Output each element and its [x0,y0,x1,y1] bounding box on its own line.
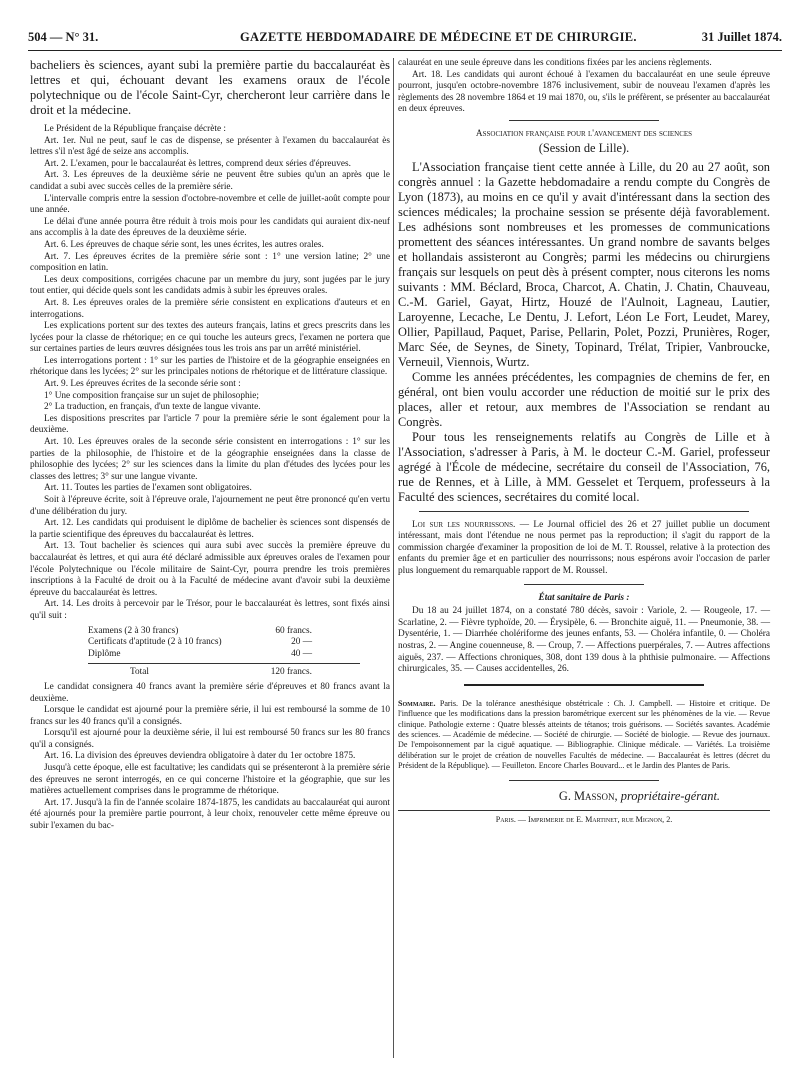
article-paragraph: Les dispositions prescrites par l'article 7 pour la première série le sont également pour la deuxième. [30,413,390,436]
health-statistics: Du 18 au 24 juillet 1874, on a constaté 780 décès, savoir : Variole, 2. — Rougeole, 17. — Scarlatine, 2. — Fièvre typhoïde, 20. — Érysipèle, 6. — Bronchite aiguë, 11. — Pneumonie, 38. — Dysentérie, 1. — Diarrhée cholériforme des jeunes enfants, 53. — Choléra infantile, 0. — Choléra nostras, 2. — Angine couenneuse, 8. — Croup, 7. — Affections puerpérales, 7. — Autres affections aiguës, 237. — Affections chroniques, 308, dont 139 dous à la phthisie pulmonaire. — Affections chirurgicales, 35. — Causes accidentelles, 26. [398,606,770,675]
association-title: Association française pour l'avancement des sciences [475,128,693,139]
association-paragraph: Comme les années précédentes, les compagnies de chemins de fer, en général, ont bien voulu accorder une réduction de moitié sur le prix des places, aller et retour, aux membres de l'Association se rendant au Congrès. [398,369,770,429]
summary-text: Paris. De la tolérance anesthésique obstétricale : Ch. J. Campbell. — Histoire et critique. De l'influence que les modifications dans la pression barométrique exercent sur les phénomènes de la vie. — Revue clinique. Pathologie externe : Quatre blessés atteints de tétanos; trois guérisons. — Sociétés savantes. Académie des sciences. — Académie de médecine. — Société de chirurgie. — Société de biologie. — Revue des journaux. De l'empoisonnement par la ciguë aquatique. — Bibliographie. Clinique médicale. — Variétés. La troisième délibération sur le projet de création de nouvelles Facultés de médecine. — Baccalauréat ès lettres (décret du Président de la République). — Feuilleton. Encore Charles Bouvard... et le Jardin des Plantes de Paris. [398,698,770,771]
article-paragraph: Le candidat consignera 40 francs avant la première série d'épreuves et 80 francs avant la deuxième. [30,681,390,704]
section-rule [419,511,749,512]
page-header [28,28,782,48]
article-paragraph: Art. 16. La division des épreuves deviendra obligatoire à dater du 1er octobre 1875. [44,751,356,762]
article-paragraph: Jusqu'à cette époque, elle est facultative; les candidats qui se présenteront à la première série des épreuves ne seront interrogés, en ce qui concerne l'histoire et la géographie, que sur les matières actuellement comprises dans le programme de rhétorique. [30,763,390,797]
signature-role: propriétaire-gérant. [620,788,720,803]
article-paragraph: Art. 7. Les épreuves écrites de la première série sont : 1° une version latine; 2° une composition en latin. [30,251,390,274]
article-paragraph: Le Président de la République française décrète : [44,124,226,134]
fee-row: Certificats d'aptitude (2 à 10 francs) 20 — [88,637,312,648]
intro-paragraph: bacheliers ès sciences, ayant subi la première partie du baccalauréat ès lettres et qui, échouant devant les examens oraux de l'école polytechnique ou de l'école Saint-Cyr, chercheront leur carrière dans le droit et la médecine. [30,58,390,117]
article-paragraph: Art. 2. L'examen, pour le baccalauréat ès lettres, comprend deux séries d'épreuves. [44,158,351,169]
decree-articles-continued [30,682,390,833]
fee-table [30,626,390,679]
article-paragraph: L'intervalle compris entre la session d'octobre-novembre et celle de juillet-août compte pour une année. [30,193,390,216]
law-lead: Loi sur les nourrissons. [412,519,516,530]
article-paragraph: Art. 3. Les épreuves de la deuxième série ne peuvent être subies qu'un an après que le candidat a subi avec succès celles de la première série. [30,170,390,192]
header-rule [28,50,782,51]
fee-row: Examens (2 à 30 francs) 60 francs. [88,625,312,636]
article-paragraph: Lorsqu'il est ajourné pour la deuxième série, il lui est remboursé 50 francs sur les 80 francs qu'il a consignés. [30,728,390,750]
association-paragraph: Pour tous les renseignements relatifs au Congrès de Lille et à l'Association, s'adresser à Paris, à M. le docteur C.-M. Gariel, professeur agrégé à l'École de médecine, secrétaire du conseil de l'Association, 76, rue de Rennes, et à Lille, à MM. Gesselet et Terquem, professeurs à la Faculté des sciences, secrétaires du comité local. [398,429,770,504]
article-paragraph: Art. 13. Tout bachelier ès sciences qui aura subi avec succès la première épreuve du baccalauréat ès lettres, et qui aura été déclaré admissible aux épreuves orales de l'examen pour l'école Polytechnique ou l'école militaire de Saint-Cyr, pourra prendre les trois premières inscriptions à la Faculté de droit ou à la Faculté de médecine avant d'avoir subi la deuxième épreuve du baccalauréat ès lettres. [30,541,390,598]
article-paragraph: Soit à l'épreuve écrite, soit à l'épreuve orale, l'ajournement ne peut être prononcé qu'en vertu d'une délibération du jury. [30,495,390,517]
article-paragraph: Art. 1er. Nul ne peut, sauf le cas de dispense, se présenter à l'examen du baccalauréat ès lettres s'il n'est âgé de seize ans accomplis. [30,135,390,158]
left-column [30,58,390,833]
decree-articles [30,124,390,623]
health-title: État sanitaire de Paris : [538,592,630,603]
article-paragraph: Art. 14. Les droits à percevoir par le Trésor, pour le baccalauréat ès lettres, sont fixés ainsi qu'il suit : [30,599,390,621]
double-rule [464,684,704,689]
article-paragraph: Lorsque le candidat est ajourné pour la première série, il lui est remboursé la somme de 10 francs sur les 40 francs qu'il a consignés. [30,705,390,727]
fee-row: Diplôme 40 — [88,648,312,659]
signature-name: G. Masson, [558,788,618,803]
column-divider [393,58,394,1058]
association-paragraph: L'Association française tient cette année à Lille, du 20 au 27 août, son congrès annuel : la Gazette hebdomadaire a rendu compte du Congrès de Lyon (1873), au moins en ce qu'il y avait d'intéressant dans la section des sciences médicales; la prochaine session se présente déjà favorablement. Les adhésions sont nombreuses et les promesses de communications promettent des séances intéressantes. Un grand nombre de savants belges et hollandais assisteront au Congrès; parmi les médecins ou chirurgiens français sur lesquels on peut dès à présent compter, nous citerons les noms suivants : MM. Béclard, Broca, Charcot, A. Chatin, J. Chatin, Chauveau, C.-M. Gariel, Gayat, Hirtz, Houzé de l'Aulnoit, Lagneau, Lautier, Laroyenne, Lecache, Le Dentu, J. Lefort, Léon Le Fort, Leudet, Marey, Ollier, Papillaud, Paquet, Parise, Pellarin, Polet, Pozzi, Prunières, Roger, Marc Sée, de Seynes, de Sinety, Topinard, Trélat, Tripier, Vanbroucke, Verneuil, Viennois, Wurtz. [398,159,770,369]
section-rule [524,584,644,585]
article-paragraph: 1° Une composition française sur un sujet de philosophie; [44,390,259,401]
fee-total-rule [88,663,360,664]
printer-imprint: Paris. — Imprimerie de E. Martinet, rue Mignon, 2. [495,814,673,824]
article-paragraph: Art. 17. Jusqu'à la fin de l'année scolaire 1874-1875, les candidats au baccalauréat qui auront été ajournés pour la première partie pourront, à leur choix, renouveler cette même épreuve ou subir l'examen du bac- [30,797,390,832]
article-paragraph: Les interrogations portent : 1° sur les parties de l'histoire et de la géographie enseignées en rhétorique dans les lycées; 2° sur les principales notions de rhétorique et de littérature classique. [30,355,390,378]
association-article [398,160,770,505]
article-paragraph: Art. 11. Toutes les parties de l'examen sont obligatoires. [44,483,252,494]
law-nurslings-paragraph [398,520,770,578]
article-paragraph: Le délai d'une année pourra être réduit à trois mois pour les candidats qui auraient dix-neuf ans accomplis à la date des épreuves de la deuxième série. [30,216,390,239]
signature [398,789,770,804]
article-paragraph: Les explications portent sur des textes des auteurs français, latins et grecs prescrits dans les lycées pour la classe de rhétorique; en ce qui touche les auteurs grecs, l'examen ne portera que sur certaines parties de leurs œuvres désignées tous les trois ans par un arrêté ministériel. [30,321,390,355]
article-paragraph: Art. 6. Les épreuves de chaque série sont, les unes écrites, les autres orales. [44,239,324,250]
page-number: 504 — N° 31. [28,30,99,44]
summary-lead: Sommaire. [398,698,436,708]
journal-title: GAZETTE HEBDOMADAIRE DE MÉDECINE ET DE CHIRURGIE. [240,30,637,44]
article-paragraph: 2° La traduction, en français, d'un texte de langue vivante. [44,402,261,413]
decree-end [398,58,770,116]
association-subtitle: (Session de Lille). [538,140,630,155]
article-18: Art. 18. Les candidats qui auront échoué à l'examen du baccalauréat en une seule épreuve pourront, jusqu'en octobre-novembre 1876 inclusivement, subir de nouveau l'examen d'après les règlements des 28 novembre 1864 et 19 mai 1870, ou, s'ils le préfèrent, se présenter au baccalauréat en deux épreuves. [398,69,770,115]
right-column [398,58,770,825]
article-paragraph: Les deux compositions, corrigées chacune par un membre du jury, sont jugées par le jury tout entier, qui décide quels sont les candidats admis à subir les épreuves orales. [30,274,390,297]
section-rule [509,780,659,781]
article-paragraph: Art. 8. Les épreuves orales de la première série consistent en explications d'auteurs et en interrogations. [30,297,390,320]
law-text: — Le Journal officiel des 26 et 27 juillet publie un document intéressant, mais dont l'étendue ne nous permet pas la reproduction; il s'agit du rapport de la commission chargée d'examiner la proposition de loi de M. T. Roussel, relative à la protection des enfants du premier âge et en particulier des nourrissons; nous espérons avoir l'occasion de parler plus longuement du remarquable rapport de M. Roussel. [398,519,770,576]
article-paragraph: Art. 12. Les candidats qui produisent le diplôme de bachelier ès sciences sont dispensés de la partie scientifique des épreuves du baccalauréat ès lettres. [30,518,390,540]
table-of-contents [398,699,770,772]
article-paragraph: Art. 9. Les épreuves écrites de la seconde série sont : [44,379,241,390]
continuation-paragraph: calauréat en une seule épreuve dans les conditions fixées par les anciens règlements. [398,58,712,68]
imprint-rule [398,810,770,811]
issue-number: — N° 31. [49,30,99,44]
fee-total-row: Total 120 francs. [130,667,312,678]
issue-date: 31 Juillet 1874. [701,30,782,44]
section-rule [509,120,659,121]
article-paragraph: Art. 10. Les épreuves orales de la seconde série consistent en interrogations : 1° sur les parties de la philosophie, de l'histoire et de la géographie enseignées dans la classe de philosophie des lycées; 2° sur les sciences dans la limite du plan d'études des lycées pour les classes des lettres; 3° sur une langue vivante. [30,437,390,482]
